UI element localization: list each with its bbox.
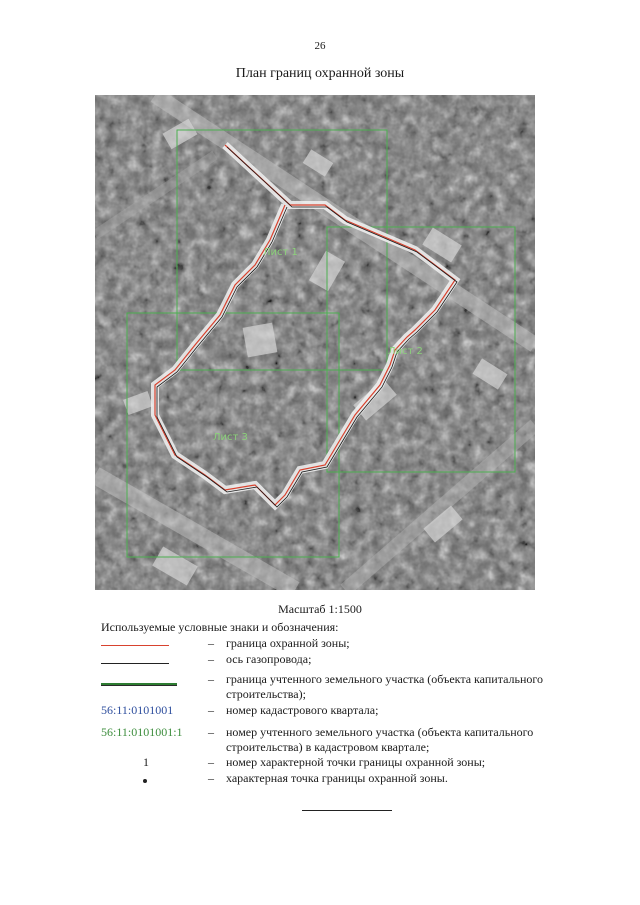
legend-text: ось газопровода; xyxy=(226,652,312,666)
legend-dash: – xyxy=(208,755,214,769)
page-title: План границ охранной зоны xyxy=(235,66,405,81)
legend-text: номер кадастрового квартала; xyxy=(226,703,379,717)
legend-text: номер учтенного земельного участка (объекта капитального строительства) в кадастровом квартале; xyxy=(226,725,534,754)
red-line-symbol xyxy=(101,645,169,646)
map-scale: Масштаб 1:1500 xyxy=(278,602,362,616)
legend-title: Используемые условные знаки и обозначения: xyxy=(101,620,339,634)
point-dot-symbol xyxy=(143,779,147,783)
plot-number-sample: 56:11:0101001:1 xyxy=(101,725,183,739)
map-drawing xyxy=(95,95,535,590)
legend-text: граница учтенного земельного участка (объекта капитального строительства); xyxy=(226,672,544,701)
green-line-symbol xyxy=(101,683,177,686)
bottom-rule xyxy=(302,810,392,811)
page-number: 26 xyxy=(314,40,326,52)
legend-text: номер характерной точки границы охранной зоны; xyxy=(226,755,486,769)
legend-text: характерная точка границы охранной зоны. xyxy=(226,771,448,785)
legend-dash: – xyxy=(208,652,214,666)
sheet-label-2: Лист 2 xyxy=(388,346,423,357)
dark-line-symbol xyxy=(101,663,169,664)
legend-dash: – xyxy=(208,725,214,739)
legend-dash: – xyxy=(208,771,214,785)
legend-dash: – xyxy=(208,636,214,650)
legend-text: граница охранной зоны; xyxy=(226,636,350,650)
legend-dash: – xyxy=(208,672,214,686)
aerial-map xyxy=(95,95,535,590)
cadastral-quarter-sample: 56:11:0101001 xyxy=(101,703,174,717)
point-number-sample: 1 xyxy=(143,755,149,769)
sheet-label-1: Лист 1 xyxy=(263,247,298,258)
sheet-label-3: Лист 3 xyxy=(213,432,248,443)
legend-dash: – xyxy=(208,703,214,717)
